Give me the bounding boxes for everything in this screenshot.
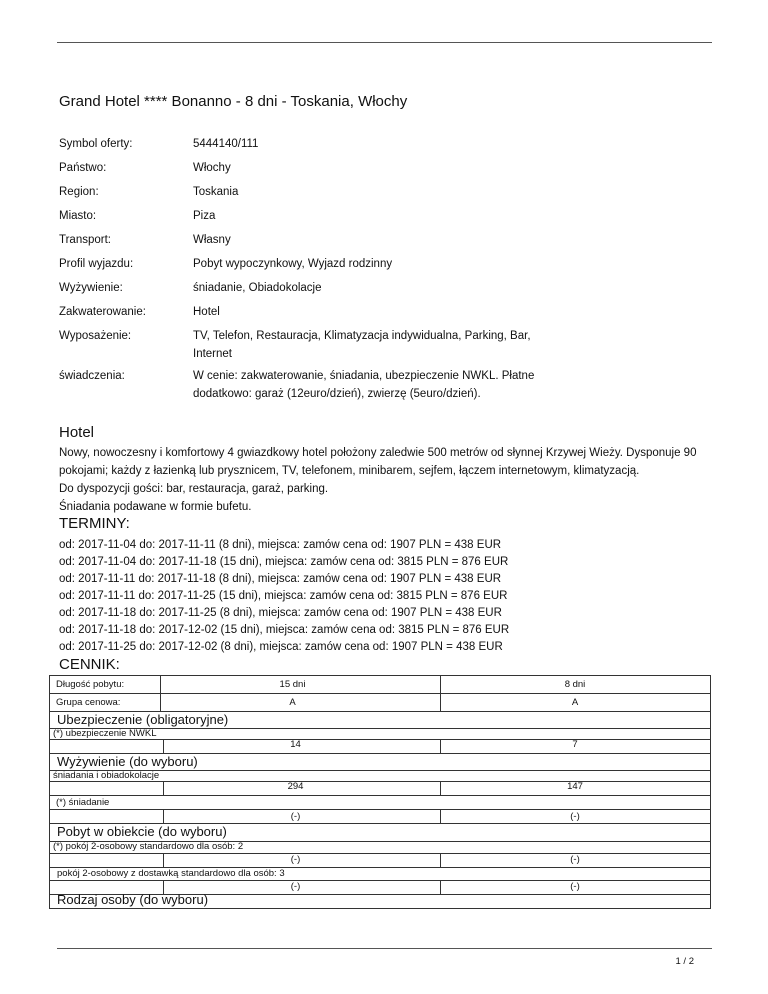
room-item: (*) pokój 2-osobowy standardowo dla osób: 2 <box>53 841 244 852</box>
term-item: od: 2017-11-11 do: 2017-11-18 (8 dni), miejsca: zamów cena od: 1907 PLN = 438 EUR <box>59 573 502 585</box>
attr-value: W cenie: zakwaterowanie, śniadania, ubezpieczenie NWKL. Płatne dodatkowo: garaż (12euro/dzień), zwierzę (5euro/dzień). <box>193 370 535 400</box>
attr-value: Piza <box>193 210 216 222</box>
bottom-rule <box>57 948 712 949</box>
row-line <box>50 795 710 796</box>
pricelist-heading: CENNIK: <box>59 656 120 673</box>
term-item: od: 2017-11-25 do: 2017-12-02 (8 dni), miejsca: zamów cena od: 1907 PLN = 438 EUR <box>59 641 503 653</box>
stay-length-b: 8 dni <box>564 679 586 690</box>
price-group-b: A <box>571 697 579 708</box>
hotel-services: Do dyspozycji gości: bar, restauracja, garaż, parking. <box>59 483 329 495</box>
col-line <box>440 676 441 711</box>
attr-value: Włochy <box>193 162 231 174</box>
top-rule <box>57 42 712 43</box>
col-line <box>440 739 441 753</box>
board-price-a: 294 <box>287 781 304 792</box>
col-line <box>440 781 441 795</box>
board-price-b: 147 <box>567 781 583 792</box>
attr-label: świadczenia: <box>59 370 125 382</box>
insurance-price-a: 14 <box>290 739 301 750</box>
row-line <box>50 693 710 694</box>
insurance-heading: Ubezpieczenie (obligatoryjne) <box>57 712 229 727</box>
attr-label: Region: <box>59 186 99 198</box>
attr-label: Profil wyjazdu: <box>59 258 134 270</box>
col-line <box>440 880 441 894</box>
term-item: od: 2017-11-18 do: 2017-12-02 (15 dni), miejsca: zamów cena od: 3815 PLN = 876 EUR <box>59 624 510 636</box>
attr-label: Transport: <box>59 234 111 246</box>
terms-heading: TERMINY: <box>59 515 130 532</box>
page-number: 1 / 2 <box>675 956 694 967</box>
page-title: Grand Hotel **** Bonanno - 8 dni - Toskania, Włochy <box>59 93 408 110</box>
price-table <box>49 675 711 909</box>
price-group-label: Grupa cenowa: <box>56 697 121 708</box>
room-price-b: (-) <box>570 881 580 892</box>
col-line <box>440 853 441 867</box>
term-item: od: 2017-11-04 do: 2017-11-11 (8 dni), miejsca: zamów cena od: 1907 PLN = 438 EUR <box>59 539 502 551</box>
attr-value: Toskania <box>193 186 239 198</box>
term-item: od: 2017-11-04 do: 2017-11-18 (15 dni), miejsca: zamów cena od: 3815 PLN = 876 EUR <box>59 556 509 568</box>
hotel-description: Nowy, nowoczesny i komfortowy 4 gwiazdkowy hotel położony zaledwie 500 metrów od słynnej Krzywej Wieży. Dysponuje 90 pokojami; każdy z łazienką lub prysznicem, TV, telefonem, minibarem, sejfem, łączem internetowym, klimatyzacją. <box>59 447 697 477</box>
attr-value: Pobyt wypoczynkowy, Wyjazd rodzinny <box>193 258 393 270</box>
col-line <box>163 781 164 795</box>
attr-label: Zakwaterowanie: <box>59 306 146 318</box>
room-price-a: (-) <box>290 881 301 892</box>
terms-list <box>59 537 509 656</box>
hotel-breakfast: Śniadania podawane w formie bufetu. <box>59 501 252 513</box>
term-item: od: 2017-11-11 do: 2017-11-25 (15 dni), miejsca: zamów cena od: 3815 PLN = 876 EUR <box>59 590 508 602</box>
attr-label: Symbol oferty: <box>59 138 133 150</box>
stay-heading: Pobyt w obiekcie (do wyboru) <box>57 824 227 839</box>
col-line <box>163 809 164 823</box>
board-item: śniadania i obiadokolacje <box>53 770 160 781</box>
row-line <box>50 809 710 810</box>
attr-value: śniadanie, Obiadokolacje <box>193 282 322 294</box>
col-line <box>163 739 164 753</box>
board-heading: Wyżywienie (do wyboru) <box>57 754 198 769</box>
attr-label: Państwo: <box>59 162 107 174</box>
person-heading: Rodzaj osoby (do wyboru) <box>57 892 209 907</box>
attr-value: Hotel <box>193 306 220 318</box>
attr-label: Wyżywienie: <box>59 282 123 294</box>
board-item: (*) śniadanie <box>56 797 110 808</box>
attr-label: Wyposażenie: <box>59 330 132 342</box>
attr-value: 5444140/111 <box>193 138 259 150</box>
board-price-a: (-) <box>290 811 301 822</box>
room-price-a: (-) <box>290 854 301 865</box>
attr-value: Własny <box>193 234 231 246</box>
board-price-b: (-) <box>570 811 580 822</box>
insurance-item: (*) ubezpieczenie NWKL <box>53 728 157 739</box>
price-group-a: A <box>289 697 296 708</box>
stay-length-a: 15 dni <box>279 679 306 690</box>
attr-label: Miasto: <box>59 210 97 222</box>
room-item: pokój 2-osobowy z dostawką standardowo dla osób: 3 <box>57 868 285 879</box>
col-line <box>160 676 161 711</box>
stay-length-label: Długość pobytu: <box>56 679 125 690</box>
col-line <box>440 809 441 823</box>
insurance-price-b: 7 <box>572 739 578 750</box>
attr-value: TV, Telefon, Restauracja, Klimatyzacja indywidualna, Parking, Bar, Internet <box>193 330 531 360</box>
term-item: od: 2017-11-18 do: 2017-11-25 (8 dni), miejsca: zamów cena od: 1907 PLN = 438 EUR <box>59 607 502 619</box>
room-price-b: (-) <box>570 854 580 865</box>
hotel-heading: Hotel <box>59 424 95 441</box>
col-line <box>163 853 164 867</box>
